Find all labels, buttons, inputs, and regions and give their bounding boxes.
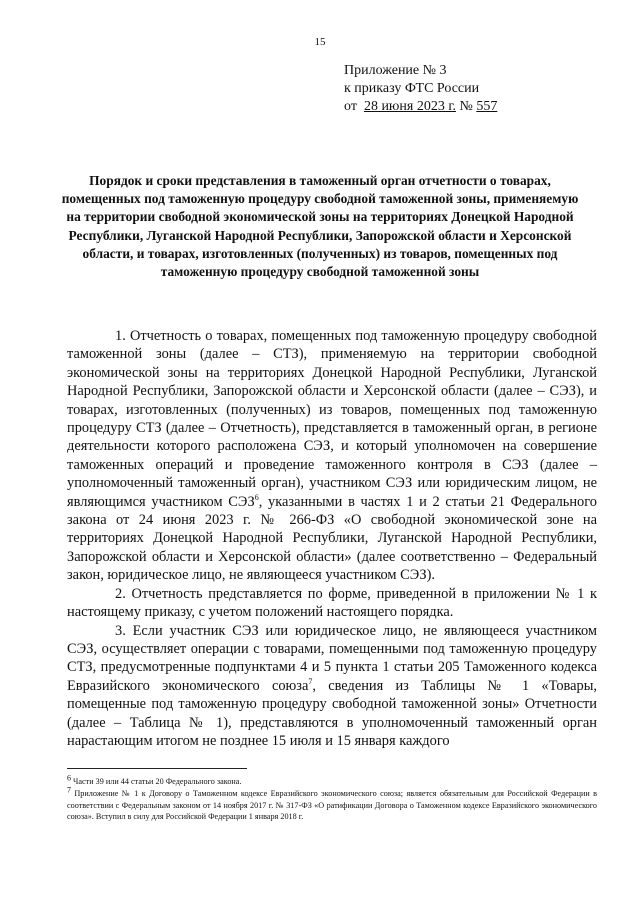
order-date: 28 июня 2023 г. bbox=[363, 99, 456, 114]
paragraph-3-text-a: 3. Если участник СЭЗ или юридическое лицо, не являющееся участником СЭЗ, осуществляет операции с товарами, помещенными под таможенную процедуру СТЗ, предусмотренные подпунктами 4 и 5 пункта 1 статьи 205 Таможенного кодекса Евразийского экономического союза bbox=[67, 622, 597, 694]
date-prefix: от bbox=[344, 99, 357, 114]
footnote-ref-6: 6 bbox=[254, 492, 259, 502]
appendix-date-line bbox=[344, 98, 497, 116]
number-prefix: № bbox=[459, 99, 473, 114]
footnote-7 bbox=[67, 785, 597, 823]
document-title: Порядок и сроки представления в таможенный орган отчетности о товарах, помещенных под таможенную процедуру свободной таможенной зоны, применяемую на территории свободной экономической зоны на территориях Донецкой Народной Республики, Луганской Народной Республики, Запорожской области и Херсонской области, и товарах, изготовленных (полученных) из товаров, помещенных под таможенную процедуру свободной таможенной зоны bbox=[61, 173, 579, 280]
paragraph-3 bbox=[67, 622, 597, 751]
paragraph-2: 2. Отчетность представляется по форме, приведенной в приложении № 1 к настоящему приказу, с учетом положений настоящего порядка. bbox=[67, 585, 597, 621]
paragraph-1 bbox=[67, 327, 597, 585]
paragraph-3-text-b: , сведения из Таблицы № 1 «Товары, помещенные под таможенную процедуру свободной таможенной зоны» Отчетности (далее – Таблица № 1), представляются в уполномоченный таможенный орган нарастающим итогом не позднее 15 июля и 15 января каждого bbox=[67, 677, 597, 749]
footnotes bbox=[67, 773, 597, 823]
footnote-divider bbox=[67, 768, 247, 769]
paragraph-1-text-a: 1. Отчетность о товарах, помещенных под таможенную процедуру свободной таможенной зоны (далее – СТЗ), применяемую на территории свободной экономической зоны на территориях Донецкой Народной Республики, Луганской Народной Республики, Запорожской области и Херсонской области (далее – СЭЗ), и товарах, изготовленных (полученных) из товаров, помещенных под таможенную процедуру СТЗ (далее – Отчетность), представляется в таможенный орган, в регионе деятельности которого расположена СЭЗ, и который уполномочен на совершение таможенных операций и проведение таможенного контроля в СЭЗ (далее – уполномоченный таможенный орган), участником СЭЗ или юридическим лицом, не являющимся участником СЭЗ bbox=[67, 328, 597, 510]
order-number: 557 bbox=[476, 99, 498, 114]
paragraph-1-text-b: , указанными в частях 1 и 2 статьи 21 Федерального закона от 24 июня 2023 г. № 266-ФЗ «О свободной экономической зоне на территориях Донецкой Народной Республики, Луганской Народной Республики, Запорожской области и Херсонской области» (далее соответственно – Федеральный закон, юридическое лицо, не являющееся участником СЭЗ). bbox=[67, 493, 597, 584]
footnote-6-mark: 6 bbox=[67, 773, 71, 783]
appendix-order-ref: к приказу ФТС России bbox=[344, 81, 480, 96]
page-number: 15 bbox=[314, 36, 326, 48]
footnote-6-text: Части 39 или 44 статьи 20 Федерального закона. bbox=[71, 777, 242, 786]
footnote-7-mark: 7 bbox=[67, 785, 71, 795]
appendix-title: Приложение № 3 bbox=[344, 63, 447, 78]
footnote-ref-7: 7 bbox=[308, 676, 313, 686]
footnote-6 bbox=[67, 773, 597, 788]
appendix-header bbox=[344, 62, 497, 116]
footnote-7-text: Приложение № 1 к Договору о Таможенном кодексе Евразийского экономического союза; является обязательным для Российской Федерации в соответствии с Федеральным законом от 14 ноября 2017 г. № 317-ФЗ «О ратификации Договора о Таможенном кодексе Евразийского экономического союза». Вступил в силу для Российской Федерации 1 января 2018 г. bbox=[67, 788, 597, 822]
document-body bbox=[67, 327, 597, 750]
